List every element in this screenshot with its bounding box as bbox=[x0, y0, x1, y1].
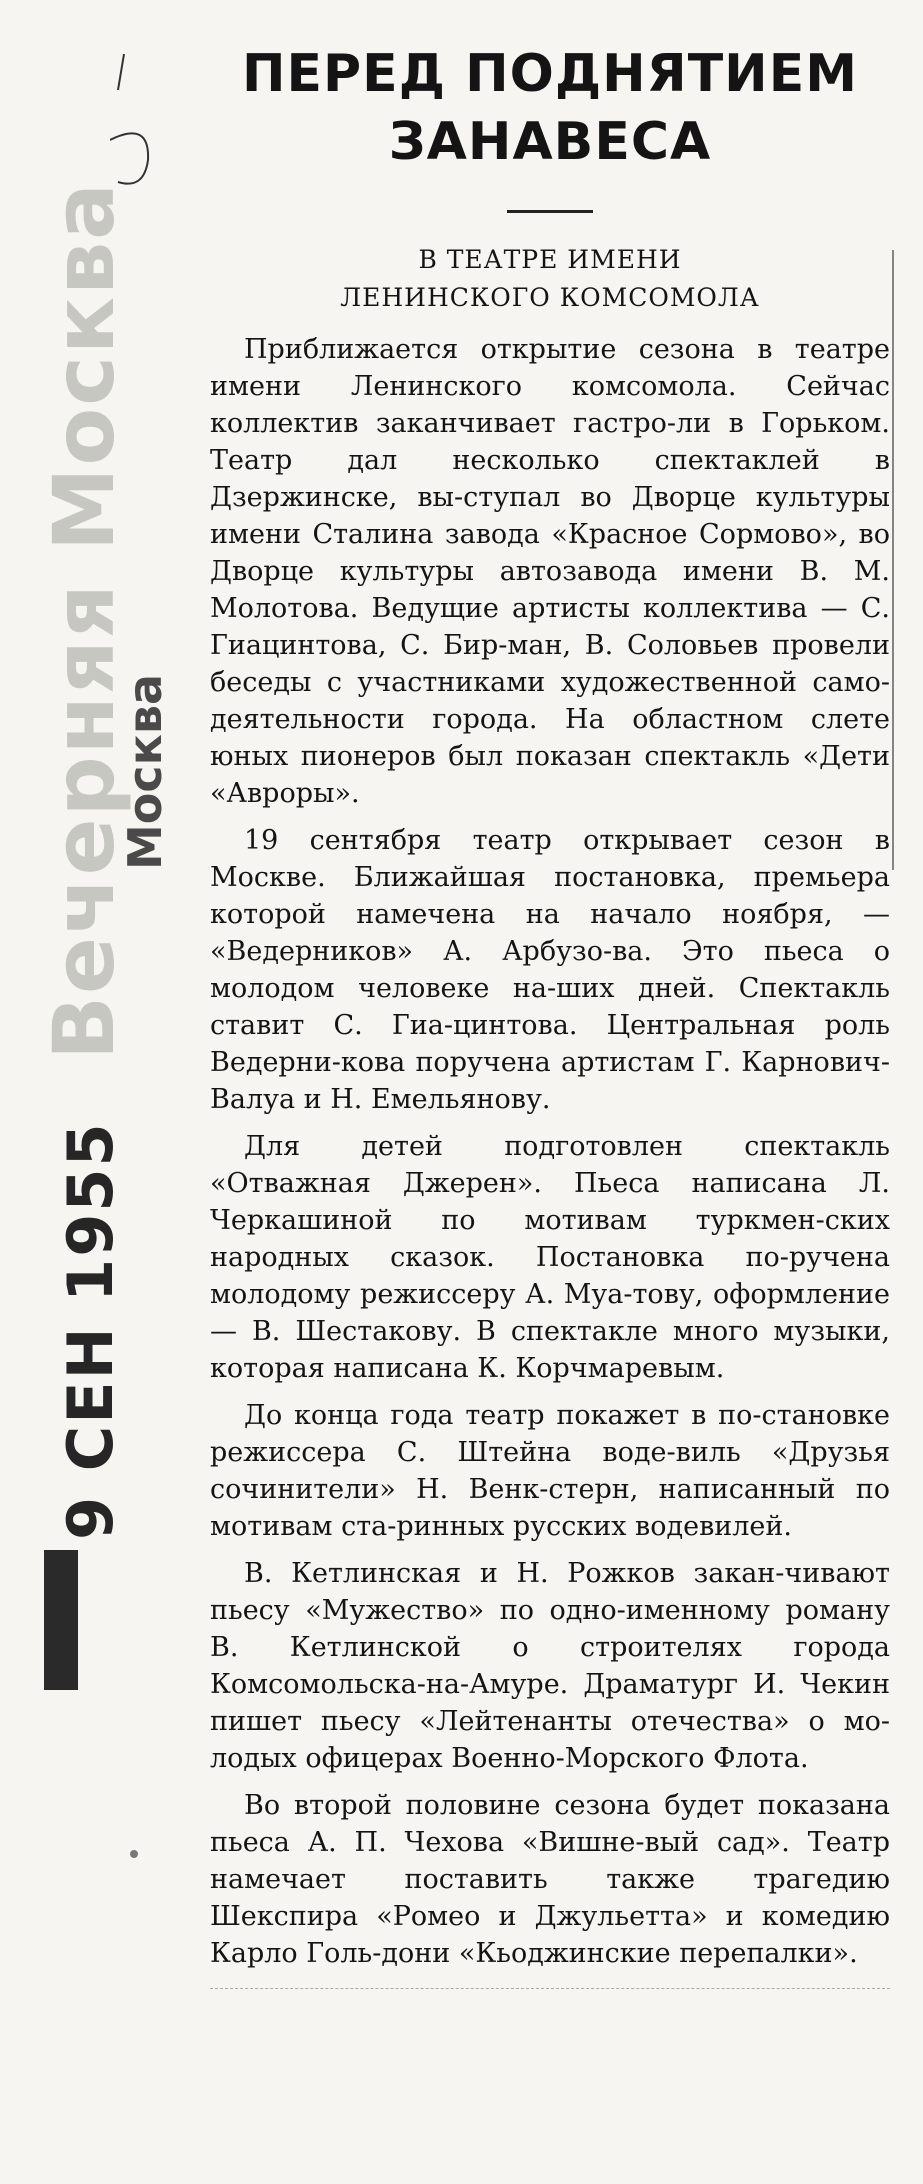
paragraph: 19 сентября театр открывает сезон в Москве. Ближайшая постановка, премьера которой намечена на начало ноября, — «Ведерников» А. Арбузо-ва. Это пьеса о молодом человеке на-ших дней. Спектакль ставит С. Гиа-цинтова. Центральная роль Ведерни-кова поручена артистам Г. Карнович-Валуа и Н. Емельянову. bbox=[210, 825, 890, 1115]
paragraph: Во второй половине сезона будет показана пьеса А. П. Чехова «Вишне-вый сад». Театр намечает поставить также трагедию Шекспира «Ромео и Джульетта» и комедию Карло Голь-дони «Кьоджинские перепалки». bbox=[210, 1790, 890, 1969]
ink-dot bbox=[130, 1850, 138, 1858]
paragraph: Приближается открытие сезона в театре имени Ленинского комсомола. Сейчас коллектив заканчивает гастро-ли в Горьком. Театр дал несколько спектаклей в Дзержинске, вы-ступал во Дворце культуры имени Сталина завода «Красное Сормово», во Дворце культуры автозавода имени В. М. Молотова. Ведущие артисты коллектива — С. Гиацинтова, С. Бир-ман, В. Соловьев провели беседы с участниками художественной само-деятельности города. На областном слете юных пионеров был показан спектакль «Дети «Авроры». bbox=[210, 334, 890, 809]
column-rule bbox=[892, 250, 894, 870]
article-subheading bbox=[210, 241, 890, 317]
date-stamp-bar bbox=[44, 1550, 78, 1690]
headline-line-1: ПЕРЕД ПОДНЯТИЕМ bbox=[242, 44, 858, 104]
date-stamp: 9 СЕН 1955 bbox=[54, 1121, 127, 1540]
subheading-line-2: ЛЕНИНСКОГО КОМСОМОЛА bbox=[340, 283, 760, 312]
clipping-edge bbox=[210, 1988, 890, 1989]
publication-stamp: Вечерняя Москва bbox=[35, 181, 133, 1060]
headline-line-2: ЗАНАВЕСА bbox=[388, 112, 712, 172]
paragraph: В. Кетлинская и Н. Рожков закан-чивают пьесу «Мужество» по одно-именному роману В. Кетлинской о строителях города Комсомольска-на-Амуре. Драматург И. Чекин пишет пьесу «Лейтенанты отечества» о мо-лодых офицерах Военно-Морского Флота. bbox=[210, 1558, 890, 1774]
city-stamp: Москва bbox=[118, 673, 172, 870]
paragraph: До конца года театр покажет в по-становке режиссера С. Штейна воде-виль «Друзья сочинители» Н. Венк-стерн, написанный по мотивам ста-ринных русских водевилей. bbox=[210, 1400, 890, 1542]
headline-divider bbox=[507, 210, 593, 213]
article bbox=[210, 40, 890, 1989]
subheading-line-1: В ТЕАТРЕ ИМЕНИ bbox=[418, 245, 682, 274]
pencil-mark bbox=[110, 50, 190, 200]
paragraph: Для детей подготовлен спектакль «Отважная Джерен». Пьеса написана Л. Черкашиной по мотивам туркмен-ских народных сказок. Постановка по-ручена молодому режиссеру А. Муа-тову, оформление — В. Шестакову. В спектакле много музыки, которая написана К. Корчмаревым. bbox=[210, 1131, 890, 1384]
article-headline bbox=[210, 40, 890, 176]
